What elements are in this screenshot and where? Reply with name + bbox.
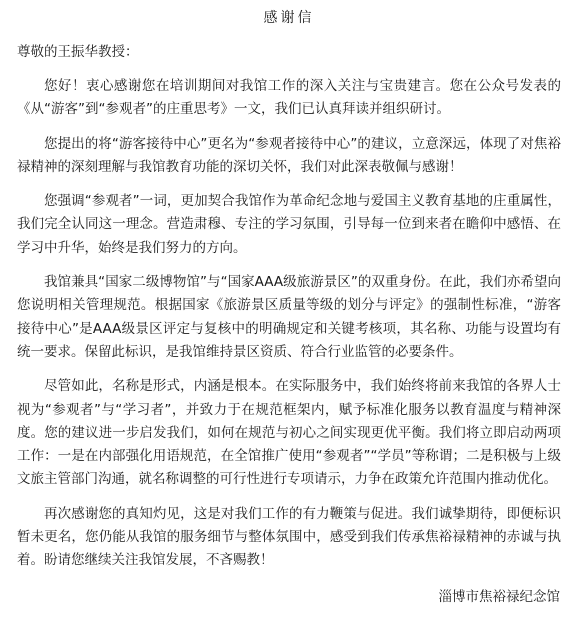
letter-paragraph: 我馆兼具“国家二级博物馆”与“国家AAA级旅游景区”的双重身份。在此，我们亦希望向您说明相关管理规范。根据国家《旅游景区质量等级的划分与评定》的强制性标准，“游客接待中心”是AAA级景区评定与复核中的明确规定和关键考核项，其名称、功能与设置均有统一要求。保留此标识，是我馆维持景区资质、符合行业监管的必要条件。 (17, 274, 561, 360)
letter-salutation: 尊敬的王振华教授： (17, 44, 139, 60)
letter-title: 感谢信 (263, 10, 315, 26)
letter-paragraph: 您好！衷心感谢您在培训期间对我馆工作的深入关注与宝贵建言。您在公众号发表的《从“游客”到“参观者”的庄重思考》一文，我们已认真拜读并组织研讨。 (17, 78, 561, 118)
letter-paragraph: 尽管如此，名称是形式，内涵是根本。在实际服务中，我们始终将前来我馆的各界人士视为“参观者”与“学习者”，并致力于在规范框架内，赋予标准化服务以教育温度与精神深度。您的建议进一步启发我们，如何在规范与初心之间实现更优平衡。我们将立即启动两项工作：一是在内部强化用语规范，在全馆推广使用“参观者”“学员”等称谓；二是积极与上级文旅主管部门沟通，就名称调整的可行性进行专项请示，力争在政策允许范围内推动优化。 (17, 378, 561, 488)
letter-paragraph: 您强调“参观者”一词，更加契合我馆作为革命纪念地与爱国主义教育基地的庄重属性，我们完全认同这一理念。营造肃穆、专注的学习氛围，引导每一位到来者在瞻仰中感悟、在学习中升华，始终是我们努力的方向。 (17, 193, 561, 256)
letter-paragraph: 再次感谢您的真知灼见，这是对我们工作的有力鞭策与促进。我们诚挚期待，即便标识暂未更名，您仍能从我馆的服务细节与整体氛围中，感受到我们传承焦裕禄精神的赤诚与执着。盼请您继续关注我馆发展，不吝赐教！ (17, 505, 561, 569)
letter-paragraph: 您提出的将“游客接待中心”更名为“参观者接待中心”的建议，立意深远，体现了对焦裕禄精神的深刻理解与我馆教育功能的深切关怀，我们对此深表敬佩与感谢！ (17, 135, 561, 175)
letter-signature: 淄博市焦裕禄纪念馆 (438, 589, 560, 605)
